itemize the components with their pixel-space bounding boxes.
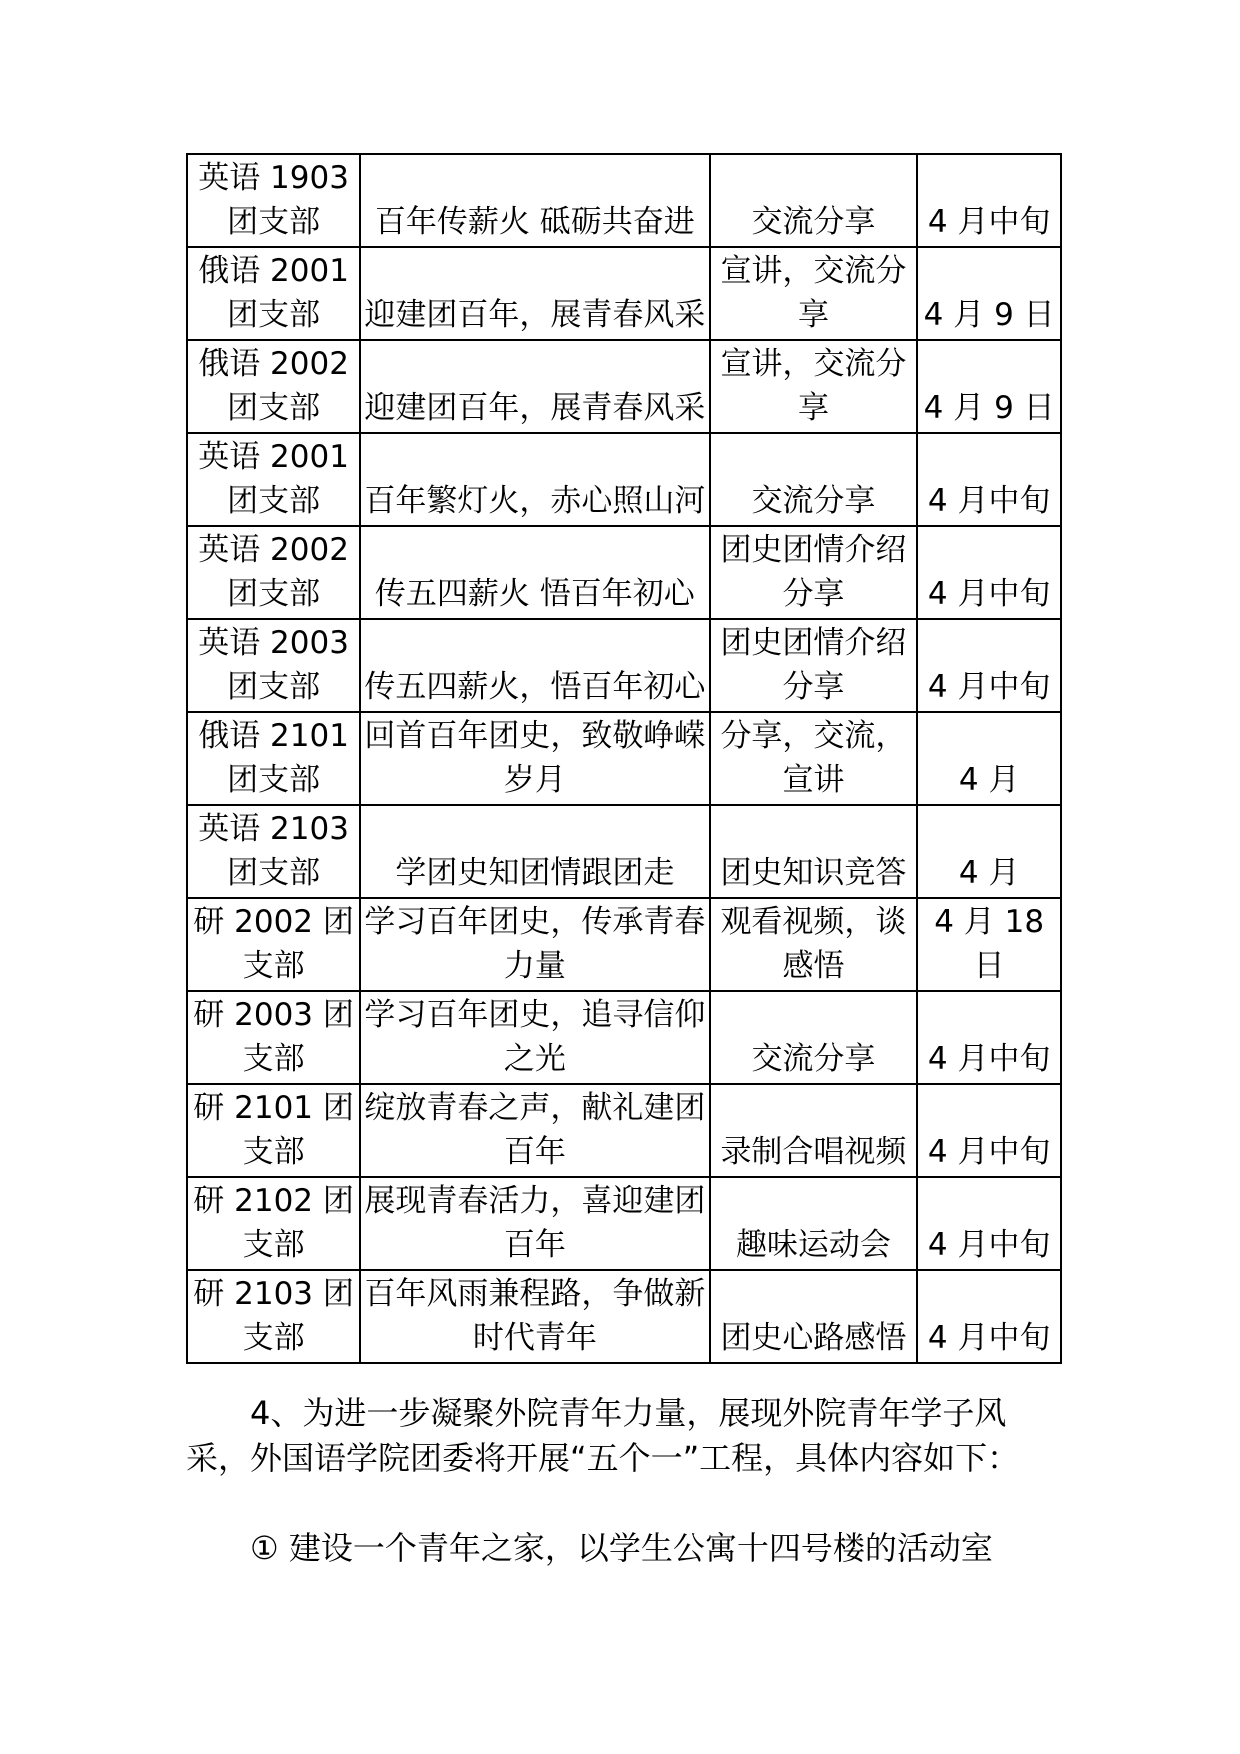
theme-cell: [360, 433, 709, 526]
time-cell: [917, 619, 1061, 712]
theme-cell-text: 传五四薪火 悟百年初心: [374, 576, 695, 612]
branch-cell-text: 英语 1903 团支部: [198, 160, 349, 240]
table-row: [187, 1177, 1061, 1270]
form-cell: [710, 712, 918, 805]
form-cell-text: 团史团情介绍分享: [720, 532, 907, 612]
time-cell-text: 4 月中旬: [927, 1134, 1051, 1170]
branch-cell-text: 英语 2001 团支部: [198, 439, 349, 519]
table-row: [187, 898, 1061, 991]
branch-cell: [187, 154, 360, 247]
form-cell-text: 分享，交流，宣讲: [720, 718, 907, 798]
table-row: [187, 805, 1061, 898]
branch-cell-text: 研 2002 团支部: [193, 904, 354, 984]
branch-cell-text: 研 2101 团支部: [193, 1090, 354, 1170]
branch-cell: [187, 805, 360, 898]
form-cell-text: 团史心路感悟: [720, 1320, 907, 1356]
theme-cell-text: 迎建团百年，展青春风采: [364, 297, 706, 333]
form-cell-text: 团史知识竞答: [720, 855, 907, 891]
branch-cell: [187, 433, 360, 526]
form-cell: [710, 1270, 918, 1363]
theme-cell-text: 绽放青春之声，献礼建团百年: [364, 1090, 706, 1170]
branch-cell: [187, 526, 360, 619]
theme-cell: [360, 526, 709, 619]
theme-cell: [360, 1084, 709, 1177]
theme-cell: [360, 712, 709, 805]
theme-cell-text: 百年风雨兼程路，争做新时代青年: [364, 1276, 706, 1356]
theme-cell: [360, 898, 709, 991]
branch-cell-text: 俄语 2101 团支部: [198, 718, 349, 798]
theme-cell: [360, 340, 709, 433]
theme-cell-text: 百年繁灯火，赤心照山河: [364, 483, 706, 519]
time-cell: [917, 712, 1061, 805]
time-cell-text: 4 月中旬: [927, 1041, 1051, 1077]
form-cell: [710, 991, 918, 1084]
branch-cell-text: 英语 2002 团支部: [198, 532, 349, 612]
time-cell-text: 4 月 9 日: [923, 390, 1055, 426]
branch-cell: [187, 619, 360, 712]
table-row: [187, 991, 1061, 1084]
table-row: [187, 712, 1061, 805]
table-row: [187, 619, 1061, 712]
theme-cell: [360, 1270, 709, 1363]
form-cell-text: 宣讲，交流分享: [720, 253, 907, 333]
form-cell: [710, 247, 918, 340]
form-cell-text: 宣讲，交流分享: [720, 346, 907, 426]
theme-cell-text: 传五四薪火，悟百年初心: [364, 669, 706, 705]
time-cell-text: 4 月中旬: [927, 1320, 1051, 1356]
theme-cell: [360, 805, 709, 898]
branch-cell: [187, 1084, 360, 1177]
time-cell: [917, 1177, 1061, 1270]
table-row: [187, 247, 1061, 340]
time-cell: [917, 154, 1061, 247]
paragraph-item-youth-home: ① 建设一个青年之家，以学生公寓十四号楼的活动室: [250, 1529, 993, 1567]
theme-cell: [360, 247, 709, 340]
branch-cell-text: 俄语 2002 团支部: [198, 346, 349, 426]
branch-cell-text: 俄语 2001 团支部: [198, 253, 349, 333]
theme-cell-text: 学团史知团情跟团走: [395, 855, 675, 891]
time-cell: [917, 898, 1061, 991]
branch-cell: [187, 247, 360, 340]
time-cell: [917, 991, 1061, 1084]
time-cell: [917, 247, 1061, 340]
theme-cell-text: 迎建团百年，展青春风采: [364, 390, 706, 426]
form-cell: [710, 154, 918, 247]
time-cell: [917, 526, 1061, 619]
form-cell-text: 趣味运动会: [735, 1227, 891, 1263]
form-cell: [710, 340, 918, 433]
form-cell: [710, 619, 918, 712]
theme-cell-text: 回首百年团史，致敬峥嵘岁月: [364, 718, 706, 798]
branch-cell-text: 研 2003 团支部: [193, 997, 354, 1077]
theme-cell-text: 学习百年团史，追寻信仰之光: [364, 997, 706, 1077]
table-row: [187, 1084, 1061, 1177]
form-cell-text: 团史团情介绍分享: [720, 625, 907, 705]
time-cell-text: 4 月中旬: [927, 576, 1051, 612]
theme-cell: [360, 154, 709, 247]
form-cell: [710, 526, 918, 619]
theme-cell-text: 学习百年团史，传承青春力量: [364, 904, 706, 984]
form-cell-text: 交流分享: [751, 204, 876, 240]
paragraph-five-ones: 4、为进一步凝聚外院青年力量，展现外院青年学子风采，外国语学院团委将开展“五个一”工程，具体内容如下：: [186, 1394, 1020, 1477]
time-cell-text: 4 月中旬: [927, 204, 1051, 240]
theme-cell: [360, 619, 709, 712]
time-cell: [917, 433, 1061, 526]
time-cell: [917, 340, 1061, 433]
form-cell: [710, 433, 918, 526]
branch-cell: [187, 340, 360, 433]
form-cell-text: 观看视频，谈感悟: [720, 904, 907, 984]
form-cell-text: 交流分享: [751, 483, 876, 519]
branch-cell: [187, 1270, 360, 1363]
form-cell-text: 录制合唱视频: [720, 1134, 907, 1170]
time-cell: [917, 1270, 1061, 1363]
time-cell-text: 4 月中旬: [927, 669, 1051, 705]
table-row: [187, 1270, 1061, 1363]
time-cell-text: 4 月中旬: [927, 483, 1051, 519]
form-cell-text: 交流分享: [751, 1041, 876, 1077]
table-row: [187, 154, 1061, 247]
theme-cell: [360, 991, 709, 1084]
form-cell: [710, 805, 918, 898]
form-cell: [710, 898, 918, 991]
time-cell-text: 4 月: [958, 855, 1020, 891]
table-row: [187, 526, 1061, 619]
table-row: [187, 340, 1061, 433]
time-cell-text: 4 月中旬: [927, 1227, 1051, 1263]
form-cell: [710, 1084, 918, 1177]
branch-cell: [187, 898, 360, 991]
time-cell-text: 4 月 18 日: [934, 904, 1045, 984]
time-cell-text: 4 月: [958, 762, 1020, 798]
branch-cell-text: 英语 2103 团支部: [198, 811, 349, 891]
branch-cell-text: 英语 2003 团支部: [198, 625, 349, 705]
theme-cell-text: 百年传薪火 砥砺共奋进: [374, 204, 695, 240]
table-row: [187, 433, 1061, 526]
table-body: [187, 154, 1061, 1363]
time-cell: [917, 805, 1061, 898]
branch-cell-text: 研 2103 团支部: [193, 1276, 354, 1356]
time-cell-text: 4 月 9 日: [923, 297, 1055, 333]
time-cell: [917, 1084, 1061, 1177]
branch-cell: [187, 1177, 360, 1270]
branch-cell: [187, 712, 360, 805]
activity-table: [186, 153, 1062, 1364]
branch-cell: [187, 991, 360, 1084]
theme-cell: [360, 1177, 709, 1270]
form-cell: [710, 1177, 918, 1270]
theme-cell-text: 展现青春活力，喜迎建团百年: [364, 1183, 706, 1263]
branch-cell-text: 研 2102 团支部: [193, 1183, 354, 1263]
